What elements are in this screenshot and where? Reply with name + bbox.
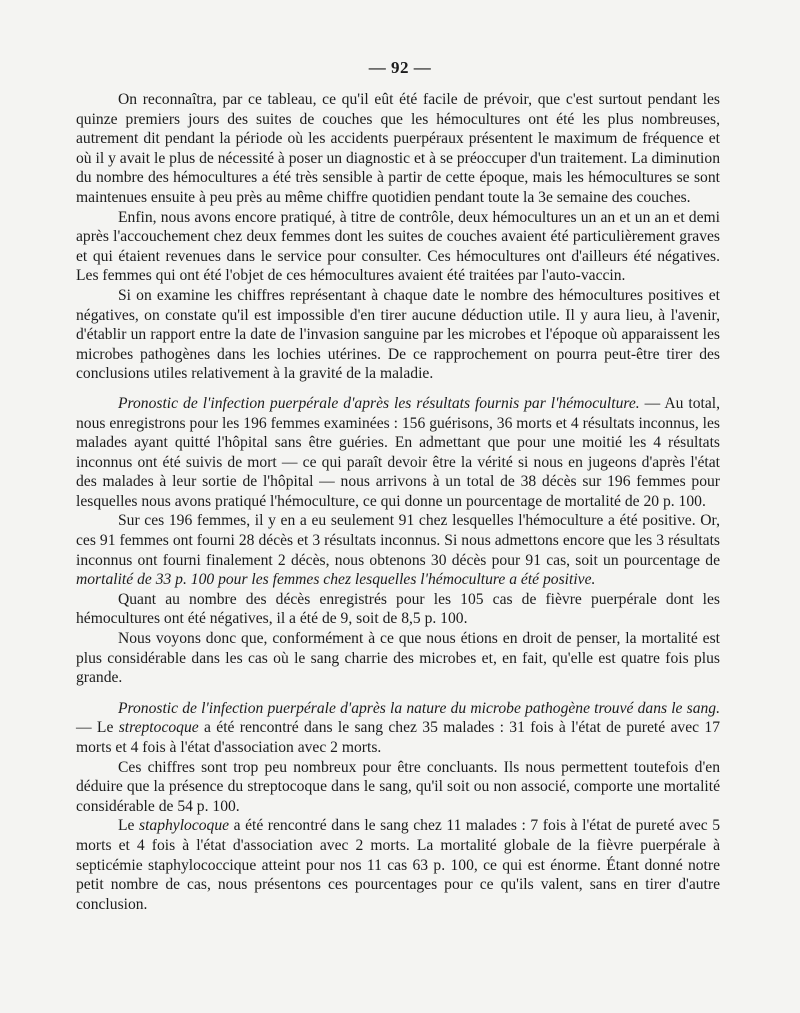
paragraph-control-hemocultures: Enfin, nous avons encore pratiqué, à titre de contrôle, deux hémocultures un an et un an et demi après l'accouchement chez deux femmes dont les suites de couches avaient été particulièrement graves et qui étaient revenues dans le service pour consulter. Ces hémocultures ont d'ailleurs été négatives. Les femmes qui ont été l'objet de ces hémocultures avaient été traitées par l'auto-vaccin. bbox=[76, 208, 720, 285]
paragraph-positive-negative: Si on examine les chiffres représentant à chaque date le nombre des hémocultures positives et négatives, on constate qu'il est impossible d'en tirer aucune déduction utile. Il y aura lieu, à l'avenir, d'établir un rapport entre la date de l'invasion sanguine par les microbes et l'époque où apparaissent les microbes pathogènes dans les lochies utérines. De ce rapprochement on pourra peut-être tirer des conclusions utiles relativement à la gravité de la maladie. bbox=[76, 286, 720, 383]
body-text bbox=[76, 90, 720, 914]
paragraph-conclusion-mortality: Nous voyons donc que, conformément à ce que nous étions en droit de penser, la mortalité est plus considérable dans les cas où le sang charrie des microbes et, en fait, qu'elle est quatre fois plus grande. bbox=[76, 630, 720, 687]
emphasis-mortality: mortalité de 33 p. 100 pour les femmes chez lesquelles l'hémoculture a été positive. bbox=[76, 571, 596, 589]
term-staphylocoque: staphylocoque bbox=[139, 817, 230, 835]
paragraph-streptocoque-figures: Ces chiffres sont trop peu nombreux pour être concluants. Ils nous permettent toutefois d'en déduire que la présence du streptocoque dans le sang, qu'il soit ou non associé, comporte une mortalité considérable de 54 p. 100. bbox=[76, 758, 720, 815]
term-streptocoque: streptocoque bbox=[118, 719, 199, 737]
paragraph-text: Le bbox=[118, 817, 139, 835]
paragraph-table-recognition: On reconnaîtra, par ce tableau, ce qu'il eût été facile de prévoir, que c'est surtout pendant les quinze premiers jours des suites de couches que les hémocultures ont été les plus nombreuses, autrement dit pendant la période où les accidents puerpéraux présentent le maximum de fréquence et où il y avait le plus de nécessité à poser un diagnostic et à se préoccuper d'un traitement. La diminution du nombre des hémocultures a été très sensible à partir de cette époque, mais les hémocultures se sont maintenues ensuite à peu près au même chiffre quotidien pendant toute la 3e semaine des couches. bbox=[76, 91, 720, 206]
paragraph-staphylocoque bbox=[76, 816, 720, 914]
paragraph-text: Sur ces 196 femmes, il y en a eu seulement 91 chez lesquelles l'hémoculture a été positive. Or, ces 91 femmes ont fourni 28 décès et 3 résultats inconnus. Si nous admettons encore que les 3 résultats inconnus ont fourni finalement 2 décès, nous obtenons 30 décès pour 91 cas, soit un pourcentage de bbox=[76, 512, 720, 569]
paragraph-positive-cases bbox=[76, 511, 720, 589]
paragraph-pronostic-microbe bbox=[76, 699, 720, 758]
section-heading-microbe: Pronostic de l'infection puerpérale d'après la nature du microbe pathogène trouvé dans le sang. bbox=[118, 699, 720, 717]
paragraph-text: — Le bbox=[76, 719, 119, 737]
paragraph-text: a été rencontré dans le sang chez 11 malades : 7 fois à l'état de pureté avec 5 morts et 4 fois à l'état d'association avec 2 morts. La mortalité globale de la fièvre puerpérale à septicémie staphylococcique atteint pour nos 11 cas 63 p. 100, ce qui est énorme. Étant donné notre petit nombre de cas, nous présentons ces pourcentages pour ce qu'ils valent, sans en tirer d'autre conclusion. bbox=[76, 817, 720, 913]
paragraph-text: — Au total, nous enregistrons pour les 196 femmes examinées : 156 guérisons, 36 morts et 4 résultats inconnus, les malades ayant quitté l'hôpital sans être guéries. En admettant que pour une moitié les 4 résultats inconnus ont été suivis de mort — ce qui paraît devoir être la vérité si nous en jugeons d'après l'état des malades à leur sortie de l'hôpital — nous arrivons à un total de 38 décès sur 196 femmes pour lesquelles nous avons pratiqué l'hémoculture, ce qui donne un pourcentage de mortalité de 20 p. 100. bbox=[76, 394, 720, 510]
section-heading-hemoculture: Pronostic de l'infection puerpérale d'après les résultats fournis par l'hémoculture. bbox=[118, 394, 640, 412]
paragraph-text: a été rencontré dans le sang chez 35 malades : 31 fois à l'état de pureté avec 17 morts et 4 fois à l'état d'association avec 2 morts. bbox=[76, 719, 720, 756]
page-number: — 92 — bbox=[368, 58, 432, 77]
paragraph-pronostic-hemoculture bbox=[76, 394, 720, 512]
paragraph-negative-cases: Quant au nombre des décès enregistrés pour les 105 cas de fièvre puerpérale dont les hémocultures ont été négatives, il a été de 9, soit de 8,5 p. 100. bbox=[76, 590, 720, 628]
